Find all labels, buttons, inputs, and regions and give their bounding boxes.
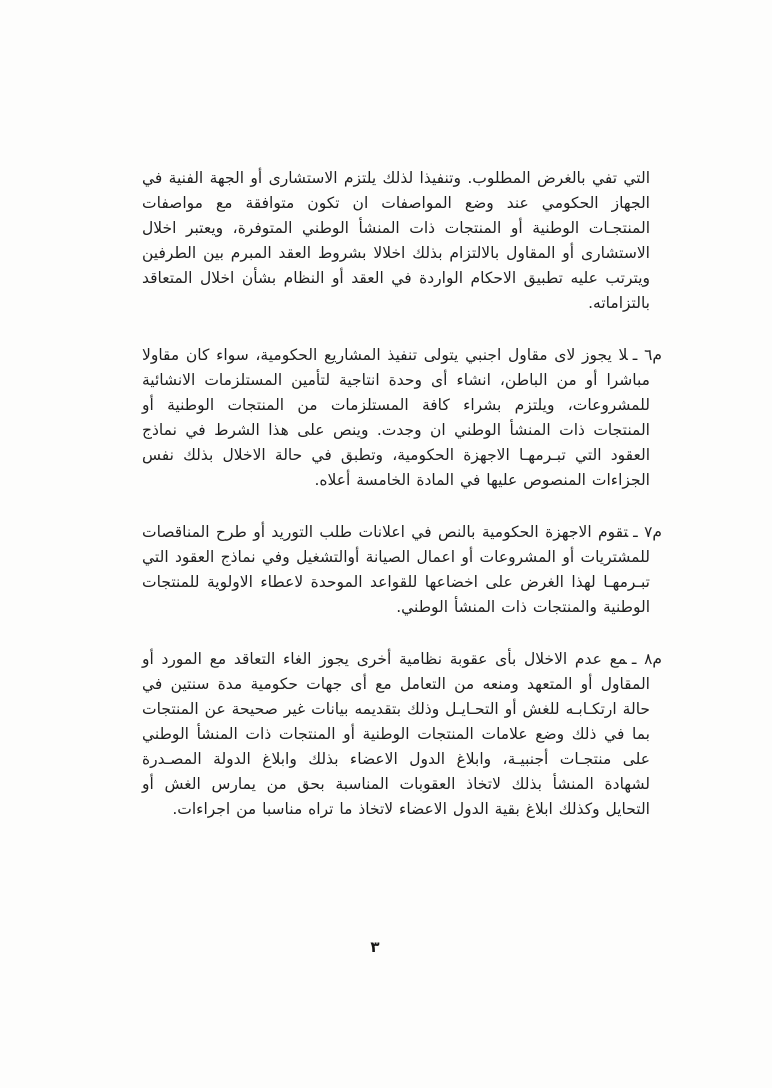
article-8-paragraph <box>142 647 662 822</box>
article-6-paragraph <box>142 343 662 493</box>
article-7-text: تقوم الاجهزة الحكومية بالنص في اعلانات طلب التوريد أو طرح المناقصات للمشتريات أو المشروعات أو اعمال الصيانة أوالتشغيل وفي نماذج العقود التي تبـرمهـا لهذا الغرض على اخضاعها للقواعد الموحدة لاعطاء الاولوية للمنتجات الوطنية والمنتجات ذات المنشأ الوطني. <box>142 523 650 616</box>
page-number: ٣ <box>370 938 380 956</box>
continuation-paragraph-text: التي تفي بالغرض المطلوب. وتنفيذا لذلك يلتزم الاستشارى أو الجهة الفنية في الجهاز الحكومي عند وضع المواصفات ان تكون متوافقة مع مواصفات المنتجـات الوطنية أو المنتجات ذات المنشأ الوطني المتوفرة، ويعتبر اخلال الاستشارى أو المقاول بالالتزام بذلك اخلالا بشروط العقد المبرم بين الطرفين ويترتب عليه تطبيق الاحكام الواردة في العقد أو النظام بشأن اخلال المتعاقد بالتزاماته. <box>142 169 650 312</box>
article-8-text: مع عدم الاخلال بأى عقوبة نظامية أخرى يجوز الغاء التعاقد مع المورد أو المقاول أو المتعهد ومنعه من التعامل مع أى جهات حكومية مدة سنتين في حالة ارتكـابـه للغش أو التحـايـل وذلك بتقديمه بيانات غير صحيحة عن المنتجات بما في ذلك وضع علامات المنتجات الوطنية أو المنتجات ذات المنشأ الوطني على منتجـات أجنبيـة، وابلاغ الدول الاعضاء بذلك وابلاغ الدولة المصـدرة لشهادة المنشأ بذلك لاتخاذ العقوبات المناسبة بحق من يمارس الغش أو التحايل وكذلك ابلاغ بقية الدول الاعضاء لاتخاذ ما تراه مناسبا من اجراءات. <box>142 650 650 818</box>
article-7-paragraph <box>142 520 662 620</box>
article-7-marker: م٧ ـ <box>633 523 663 541</box>
document-text-block <box>142 166 662 849</box>
continuation-paragraph <box>142 166 662 316</box>
article-6-text: لا يجوز لاى مقاول اجنبي يتولى تنفيذ المشاريع الحكومية، سواء كان مقاولا مباشرا أو من الباطن، انشاء أى وحدة انتاجية لتأمين المستلزمات الانشائية للمشروعات، ويلتزم بشراء كافة المستلزمات من المنتجات الوطنية أو المنتجات ذات المنشأ الوطني ان وجدت. وينص على هذا الشرط في نماذج العقود التي تبـرمهـا الاجهزة الحكومية، وتطبق في حالة الاخلال بذلك نفس الجزاءات المنصوص عليها في المادة الخامسة أعلاه. <box>142 346 650 489</box>
article-6-marker: م٦ ـ <box>632 346 662 364</box>
article-8-marker: م٨ ـ <box>631 650 662 668</box>
